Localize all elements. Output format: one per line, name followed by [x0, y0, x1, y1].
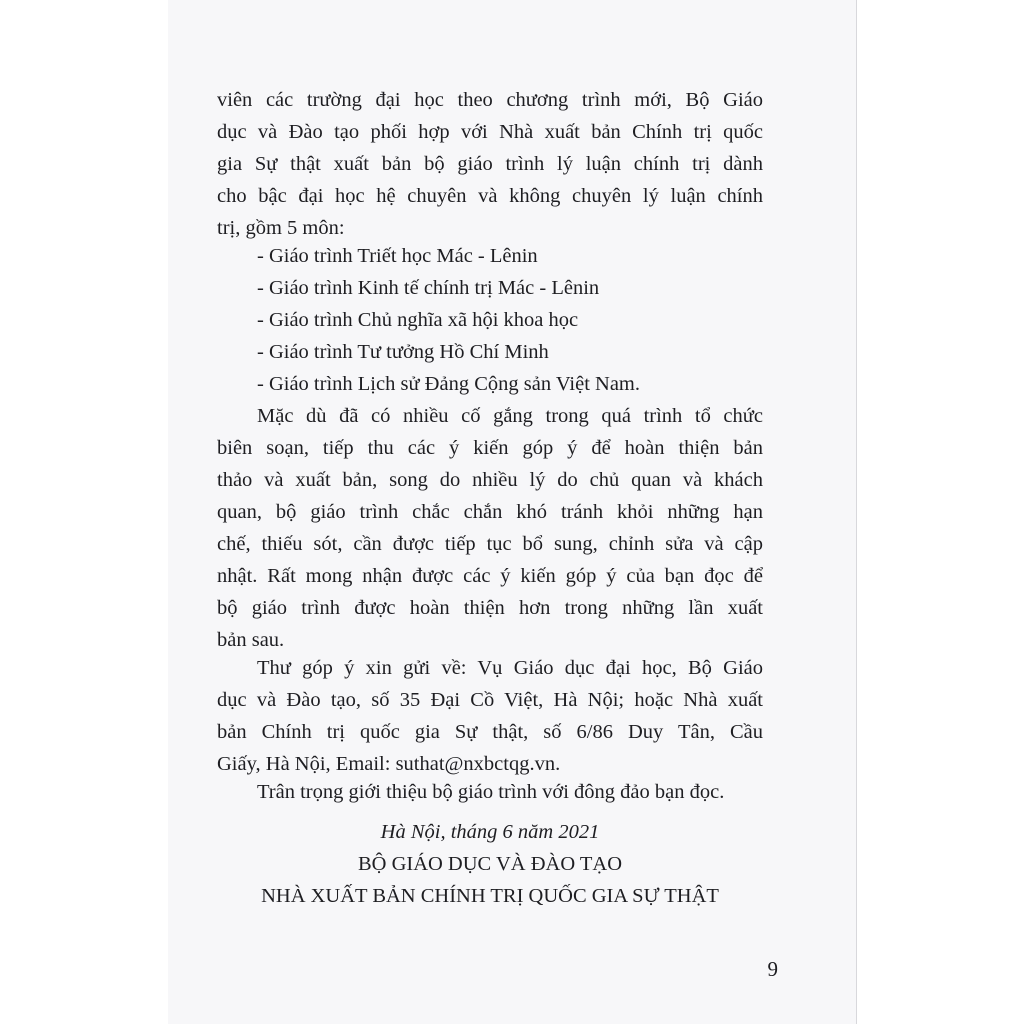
course-list-item: - Giáo trình Triết học Mác - Lênin [257, 245, 538, 267]
text-line: biên soạn, tiếp thu các ý kiến góp ý để hoàn thiện bản [217, 437, 763, 459]
text-line: gia Sự thật xuất bản bộ giáo trình lý luận chính trị dành [217, 153, 763, 175]
text-line: bản Chính trị quốc gia Sự thật, số 6/86 Duy Tân, Cầu [217, 721, 763, 743]
text-line: trị, gồm 5 môn: [217, 217, 345, 239]
course-list-item: - Giáo trình Tư tưởng Hồ Chí Minh [257, 341, 549, 363]
text-line: Giấy, Hà Nội, Email: suthat@nxbctqg.vn. [217, 753, 561, 775]
text-line: Trân trọng giới thiệu bộ giáo trình với đông đảo bạn đọc. [257, 781, 725, 803]
course-list-item: - Giáo trình Kinh tế chính trị Mác - Lênin [257, 277, 600, 299]
text-line: chế, thiếu sót, cần được tiếp tục bổ sung, chỉnh sửa và cập [217, 533, 763, 555]
page-number: 9 [767, 957, 778, 981]
signature-date: Hà Nội, tháng 6 năm 2021 [380, 821, 600, 843]
text-line: bản sau. [217, 629, 285, 651]
text-line: dục và Đào tạo, số 35 Đại Cồ Việt, Hà Nội; hoặc Nhà xuất [217, 689, 763, 711]
text-line: viên các trường đại học theo chương trình mới, Bộ Giáo [217, 89, 763, 111]
signature-org-ministry: BỘ GIÁO DỤC VÀ ĐÀO TẠO [357, 853, 623, 875]
text-line: cho bậc đại học hệ chuyên và không chuyên lý luận chính [217, 185, 763, 207]
signature-org-publisher: NHÀ XUẤT BẢN CHÍNH TRỊ QUỐC GIA SỰ THẬT [261, 885, 719, 907]
text-line: Mặc dù đã có nhiều cố gắng trong quá trình tổ chức [257, 405, 763, 427]
text-line: Thư góp ý xin gửi về: Vụ Giáo dục đại học, Bộ Giáo [257, 657, 763, 679]
text-line: thảo và xuất bản, song do nhiều lý do chủ quan và khách [217, 469, 763, 491]
text-line: bộ giáo trình được hoàn thiện hơn trong những lần xuất [217, 597, 763, 619]
text-line: dục và Đào tạo phối hợp với Nhà xuất bản Chính trị quốc [217, 121, 763, 143]
course-list-item: - Giáo trình Chủ nghĩa xã hội khoa học [257, 309, 579, 331]
course-list-item: - Giáo trình Lịch sử Đảng Cộng sản Việt Nam. [257, 373, 640, 395]
text-line: nhật. Rất mong nhận được các ý kiến góp ý của bạn đọc để [217, 565, 763, 587]
text-line: quan, bộ giáo trình chắc chắn khó tránh khỏi những hạn [217, 501, 763, 523]
